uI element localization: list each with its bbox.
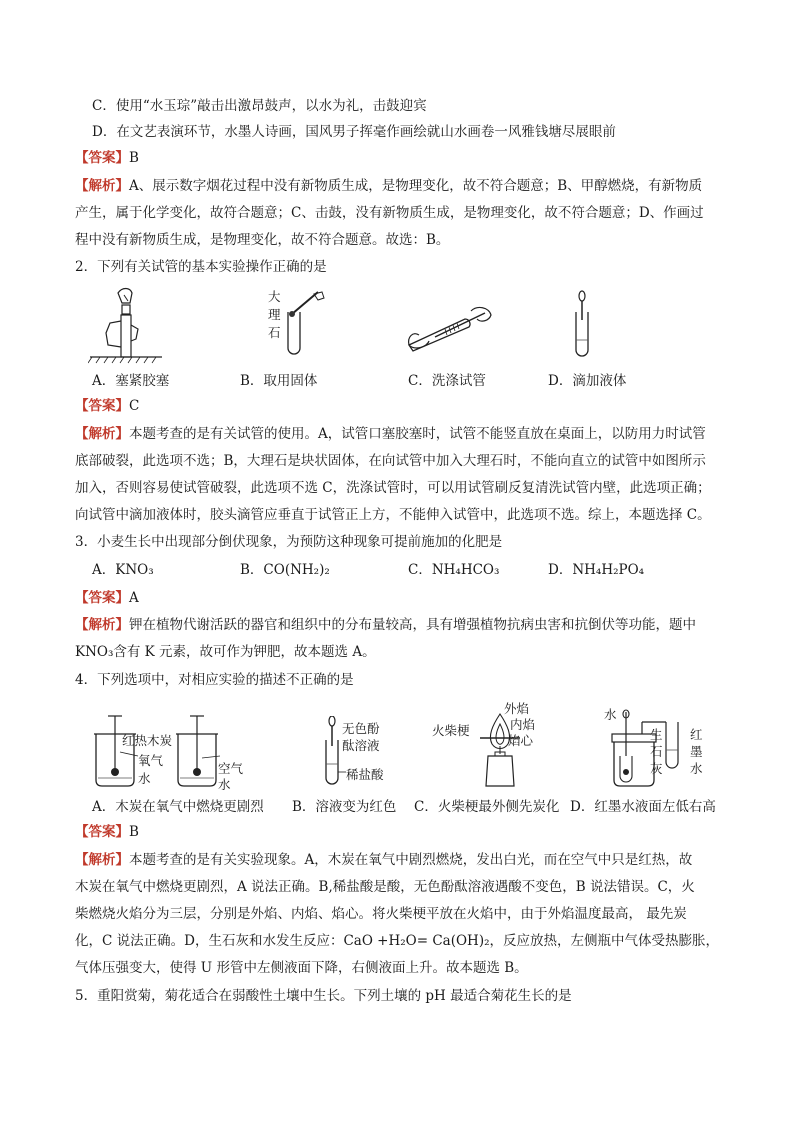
label-phenol-2: 酞溶液: [342, 738, 380, 753]
explanation-text: 本题考查的是有关试管的使用。A，试管口塞胶塞时，试管不能竖直放在桌面上，以防用力时试管: [129, 426, 706, 442]
answer-tag: 【答案】: [75, 590, 129, 606]
label-water-d: 水: [604, 707, 617, 722]
q2-stem: 2．下列有关试管的基本实验操作正确的是: [75, 259, 327, 275]
label-inner-flame: 内焰: [510, 717, 536, 732]
q4-explanation-line: 气体压强变大，使得 U 形管中左侧液面下降，右侧液面上升。故本题选 B。: [75, 960, 528, 976]
q5-stem: 5．重阳赏菊，菊花适合在弱酸性土壤中生长。下列土壤的 pH 最适合菊花生长的是: [75, 988, 572, 1004]
q1-option-d: D．在文艺表演环节，水墨人诗画，国风男子挥毫作画绘就山水画卷一风雅钱塘尽展眼前: [92, 124, 616, 140]
q3-option-a: A．KNO₃: [92, 562, 154, 578]
q2-explanation-line: 向试管中滴加液体时，胶头滴管应垂直于试管正上方，不能伸入试管中，此选项不选。综上，本题选择 C。: [75, 507, 711, 523]
label-marble-2: 理: [268, 307, 281, 322]
q4-answer: [75, 822, 139, 842]
label-quicklime-3: 灰: [650, 761, 663, 776]
q1-option-c: C．使用“水玉琮”敲击出激昂鼓声，以水为礼，击鼓迎宾: [92, 98, 427, 114]
q2-explanation-line: 加入，否则容易使试管破裂，此选项不选 C，洗涤试管时，可以用试管刷反复清洗试管内壁，此选项正确；: [75, 480, 711, 496]
explanation-tag: 【解析】: [75, 852, 129, 868]
q2-option-d: D．滴加液体: [548, 373, 627, 389]
label-red-ink-1: 红: [690, 727, 703, 742]
q4-explanation-line: 柴燃烧火焰分为三层，分别是外焰、内焰、焰心。将火柴梗平放在火焰中，由于外焰温度最高， 最先炭: [75, 906, 687, 922]
q3-stem: 3．小麦生长中出现部分倒伏现象，为预防这种现象可提前施加的化肥是: [75, 534, 503, 550]
q1-explanation-line: [75, 176, 702, 196]
label-charcoal: 红热木炭: [122, 733, 173, 748]
q3-explanation-line: KNO₃含有 K 元素，故可作为钾肥，故本题选 A。: [75, 644, 376, 660]
label-outer-flame: 外焰: [504, 701, 530, 716]
explanation-text: 钾在植物代谢活跃的器官和组织中的分布量较高，具有增强植物抗病虫害和抗倒伏等功能，题中: [129, 617, 696, 633]
label-red-ink-3: 水: [690, 761, 703, 776]
figure-dropper-tube: [568, 290, 598, 360]
answer-value: B: [129, 150, 139, 166]
answer-tag: 【答案】: [75, 824, 129, 840]
q2-answer: [75, 396, 139, 416]
label-phenol-1: 无色酚: [342, 721, 380, 736]
label-oxygen: 氧气: [138, 753, 164, 768]
label-quicklime-2: 石: [650, 744, 663, 759]
label-air: 空气: [218, 761, 244, 776]
q4-explanation-line: 化，C 说法正确。D，生石灰和水发生反应：CaO +H₂O= Ca(OH)₂，反应放热，左侧瓶中气体受热膨胀，: [75, 933, 720, 949]
q2-option-a: A．塞紧胶塞: [92, 373, 170, 389]
answer-tag: 【答案】: [75, 398, 129, 414]
label-red-ink-2: 墨: [690, 744, 703, 759]
label-water-a: 水: [138, 771, 151, 786]
q2-explanation-line: 底部破裂，此选项不选；B，大理石是块状固体，在向试管中加入大理石时，不能向直立的试管中如图所示: [75, 453, 706, 469]
figure-marble-tube: [278, 290, 328, 362]
q3-option-c: C．NH₄HCO₃: [408, 562, 500, 578]
answer-value: A: [129, 590, 139, 606]
answer-value: B: [129, 824, 139, 840]
label-dilute-hcl: 稀盐酸: [346, 767, 384, 782]
explanation-tag: 【解析】: [75, 426, 129, 442]
explanation-text: 本题考查的是有关实验现象。A，木炭在氧气中剧烈燃烧，发出白光，而在空气中只是红热，故: [129, 852, 693, 868]
q3-explanation-line: [75, 615, 696, 635]
figure-washing-tube: [405, 305, 495, 355]
label-matchstick: 火柴梗: [432, 723, 470, 738]
q4-option-b: B．溶液变为红色: [292, 799, 397, 815]
explanation-tag: 【解析】: [75, 178, 129, 194]
q4-option-c: C．火柴梗最外侧先炭化: [414, 799, 560, 815]
q1-answer: [75, 148, 139, 168]
label-flame-core: 焰心: [508, 733, 534, 748]
figure-stopper-tube: [88, 285, 168, 365]
q2-option-c: C．洗涤试管: [408, 373, 486, 389]
q3-option-b: B．CO(NH₂)₂: [240, 562, 330, 578]
explanation-tag: 【解析】: [75, 617, 129, 633]
explanation-text: A、展示数字烟花过程中没有新物质生成，是物理变化，故不符合题意；B、甲醇燃烧，有新物质: [129, 178, 703, 194]
q1-explanation-line: 程中没有新物质生成，是物理变化，故不符合题意。故选：B。: [75, 232, 450, 248]
q4-stem: 4．下列选项中，对相应实验的描述不正确的是: [75, 672, 354, 688]
q2-option-b: B．取用固体: [240, 373, 318, 389]
label-marble-3: 石: [268, 325, 281, 340]
q4-option-a: A．木炭在氧气中燃烧更剧烈: [92, 799, 264, 815]
q4-explanation-line: [75, 850, 692, 870]
q3-answer: [75, 588, 139, 608]
answer-value: C: [129, 398, 140, 414]
q3-option-d: D．NH₄H₂PO₄: [548, 562, 645, 578]
q2-explanation-line: [75, 424, 706, 444]
label-quicklime-1: 生: [650, 727, 663, 742]
q4-explanation-line: 木炭在氧气中燃烧更剧烈，A 说法正确。B,稀盐酸是酸，无色酚酞溶液遇酸不变色，B 说法错误。C，火: [75, 879, 695, 895]
answer-tag: 【答案】: [75, 150, 129, 166]
label-water-b: 水: [218, 777, 231, 792]
label-marble-1: 大: [268, 289, 281, 304]
q4-option-d: D．红墨水液面左低右高: [570, 799, 716, 815]
q1-explanation-line: 产生，属于化学变化，故符合题意；C、击鼓，没有新物质生成，是物理变化，故不符合题意；D、作画过: [75, 205, 704, 221]
